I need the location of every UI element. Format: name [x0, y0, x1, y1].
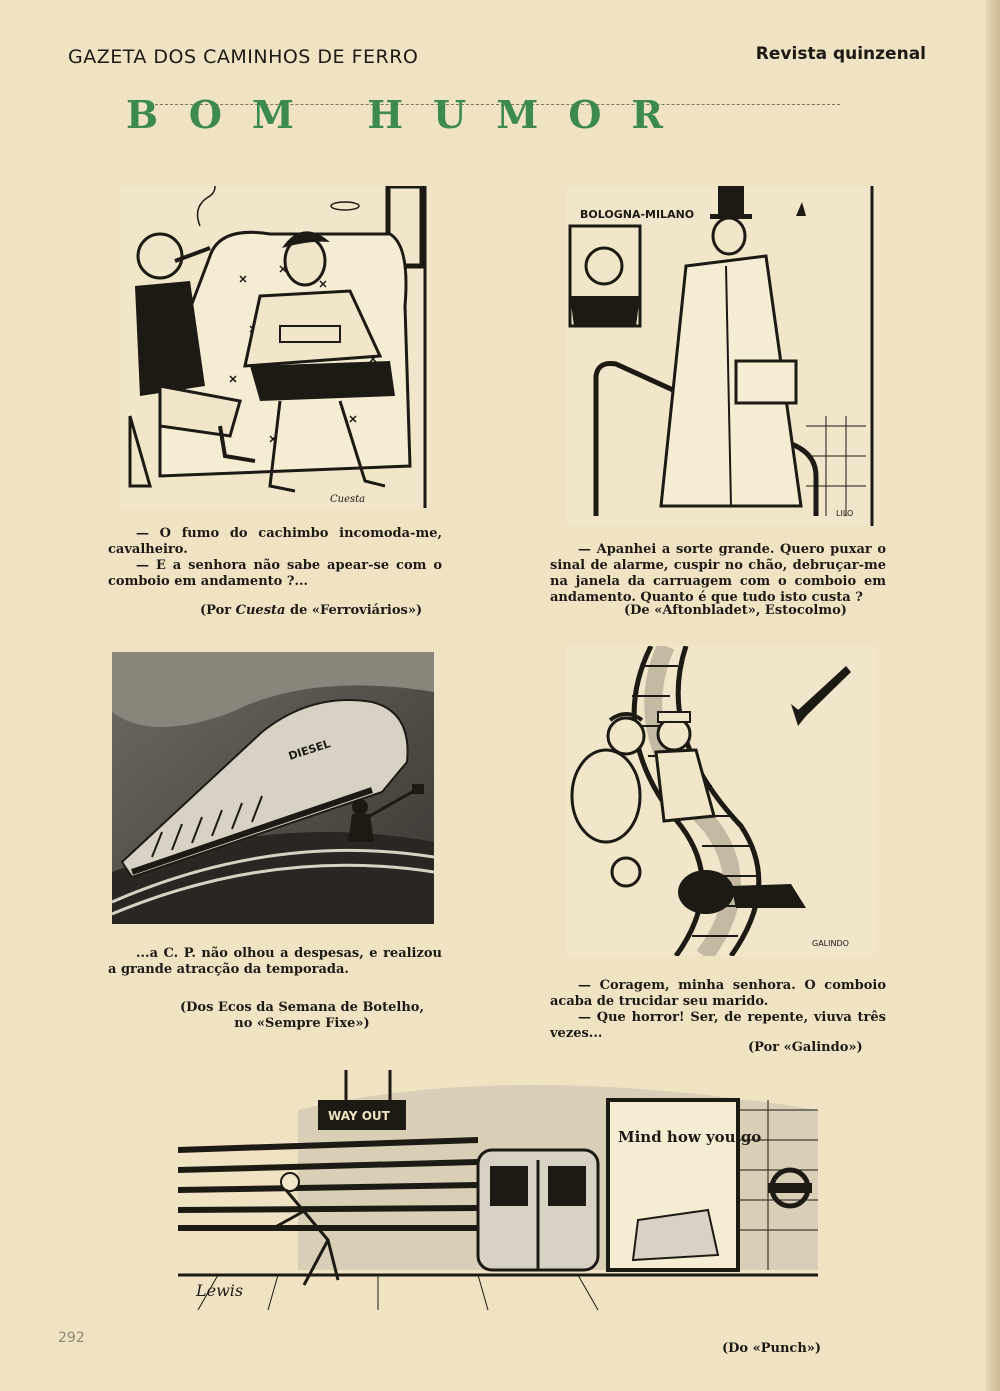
- credit-lottery-winner: (De «Aftonbladet», Estocolmo): [624, 603, 847, 618]
- publication-frequency: Revista quinzenal: [755, 44, 926, 64]
- caption-line: — O fumo do cachimbo incomoda-me, cavalheiro.: [108, 526, 442, 557]
- credit-diesel: (Dos Ecos da Semana de Botelho, no «Sempre Fixe»): [180, 1000, 424, 1031]
- way-out-sign: WAY OUT: [328, 1109, 390, 1123]
- signature-lewis: Lewis: [196, 1281, 244, 1300]
- credit-suffix: de «Ferroviários»): [285, 603, 423, 618]
- poster-text: Mind how you go: [618, 1128, 762, 1146]
- page-number: 292: [58, 1330, 85, 1346]
- caption-pipe-smoker: [108, 526, 442, 590]
- cartoon-lottery-winner: [566, 186, 876, 526]
- cartoon-underground: [178, 1070, 818, 1310]
- signature-lilo: LILO: [836, 509, 854, 518]
- caption-line: — E a senhora não sabe apear-se com o comboio em andamento ?...: [108, 558, 442, 589]
- credit-underground: (Do «Punch»): [722, 1341, 822, 1356]
- diesel-label: DIESEL: [286, 737, 333, 763]
- section-title: BOM HUMOR: [126, 92, 694, 137]
- caption-line: — Coragem, minha senhora. O comboio acaba de trucidar seu marido.: [550, 978, 886, 1009]
- cartoon-diesel: [112, 652, 434, 924]
- caption-line: ...a C. P. não olhou a despesas, e realizou a grande atracção da temporada.: [108, 946, 442, 977]
- caption-widow: [550, 978, 886, 1042]
- sign-bologna-milano: BOLOGNA-MILANO: [580, 208, 695, 221]
- signature-galindo: GALINDO: [812, 939, 849, 948]
- caption-lottery-winner: [550, 542, 886, 606]
- credit-widow: (Por «Galindo»): [748, 1040, 863, 1055]
- caption-diesel: [108, 946, 442, 978]
- page-edge: [986, 0, 1000, 1391]
- publication-title: GAZETA DOS CAMINHOS DE FERRO: [68, 46, 419, 68]
- caption-line: — Que horror! Ser, de repente, viuva três vezes...: [550, 1010, 886, 1041]
- credit-prefix: (Por: [200, 603, 236, 618]
- cartoon-pipe-smoker: [120, 186, 430, 508]
- credit-pipe-smoker: [200, 603, 422, 619]
- cartoon-widow: [566, 646, 876, 956]
- credit-author: Cuesta: [235, 603, 286, 618]
- caption-line: — Apanhei a sorte grande. Quero puxar o sinal de alarme, cuspir no chão, debruçar-me na janela da carruagem com o comboio em andamento. Quanto é que tudo isto custa ?: [550, 542, 886, 605]
- signature-cuesta: Cuesta: [330, 494, 366, 505]
